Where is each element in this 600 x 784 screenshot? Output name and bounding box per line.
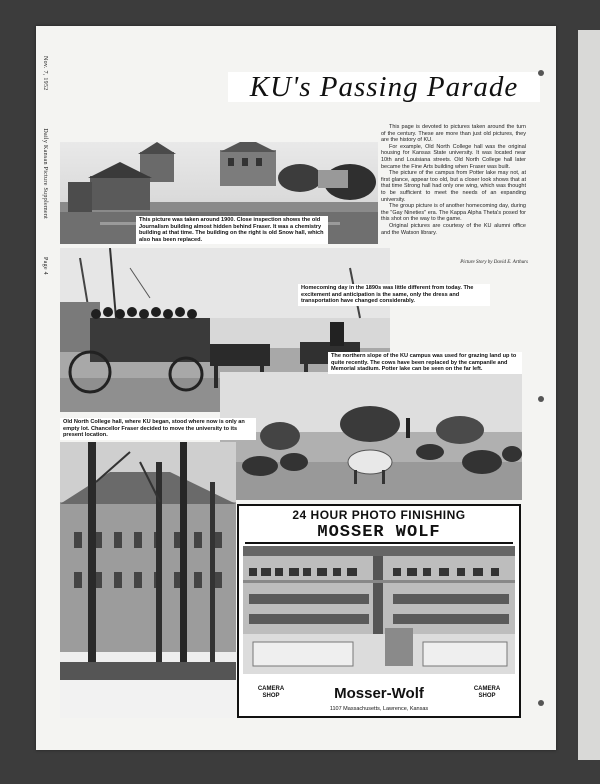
header-page: Page 4 <box>42 256 48 275</box>
header-publication: Daily Kansan Picture Supplement <box>42 128 48 220</box>
page-title: KU's Passing Parade <box>228 72 540 102</box>
header-date: Nov. 7, 1952 <box>42 56 48 91</box>
caption-homecoming: Homecoming day in the 1890s was little different from today. The excitement and anticipation is the same, only the dress and transportation have changed considerably. <box>298 284 490 306</box>
intro-text <box>381 124 526 236</box>
intro-paragraph: Original pictures are courtesy of the KU alumni office and the Watson library. <box>381 222 526 236</box>
intro-paragraph: This page is devoted to pictures taken around the turn of the century. These are more than just old pictures, they are the history of KU. <box>381 124 526 144</box>
photo-cows-grazing <box>220 372 522 500</box>
ad-footer <box>239 674 519 716</box>
photo-credit: Picture Story by David E. Arthurs <box>460 260 528 265</box>
intro-paragraph: For example, Old North College hall was the original housing for Kansas State university. It was located near 10th and Louisiana streets. Old North College hall later became the Fine Arts building when Fraser was built. <box>381 143 526 170</box>
mosser-wolf-advertisement <box>237 504 521 718</box>
intro-paragraph: The picture of the campus from Potter lake may not, at first glance, appear too old, but a closer look shows that at that time Strong hall had only one wing, which was thought to be sufficient to meet the needs of an expanding university. <box>381 170 526 203</box>
caption-grazing: The northern slope of the KU campus was used for grazing land up to quite recently. The cows have been replaced by the campanile and Memorial stadium. Potter lake can be seen on the far left. <box>328 352 522 374</box>
photo-north-college <box>60 442 236 718</box>
vertical-header <box>42 56 48 311</box>
binder-hole <box>538 70 544 76</box>
binder-hole <box>538 700 544 706</box>
caption-north-college: Old North College hall, where KU began, stood where now is only an empty lot. Chancellor Fraser decided to move the university to its present location. <box>60 418 256 440</box>
intro-paragraph: The group picture is of another homecoming day, during the "Gay Nineties" era. The Kappa Alpha Theta's posed for this shot on the way to the game. <box>381 203 526 223</box>
ad-address: 1107 Massachusetts, Lawrence, Kansas <box>329 706 429 712</box>
next-page-edge <box>578 30 600 760</box>
binder-hole <box>538 396 544 402</box>
ad-headline: 24 HOUR PHOTO FINISHING <box>292 508 466 522</box>
ad-store-name: Mosser-Wolf <box>334 685 424 702</box>
caption-campus-1900: This picture was taken around 1900. Close inspection shows the old Journalism building almost hidden behind Fraser. It was a chemistry building at that time. The building on the right is old Snow hall, which also has been replaced. <box>136 216 328 244</box>
ad-store-interior-photo <box>243 546 515 674</box>
newspaper-page <box>36 26 556 750</box>
ad-store-sign: MOSSER WOLF <box>245 524 513 544</box>
ad-left-label: CAMERA SHOP <box>257 686 285 699</box>
ad-right-label: CAMERA SHOP <box>473 686 501 699</box>
